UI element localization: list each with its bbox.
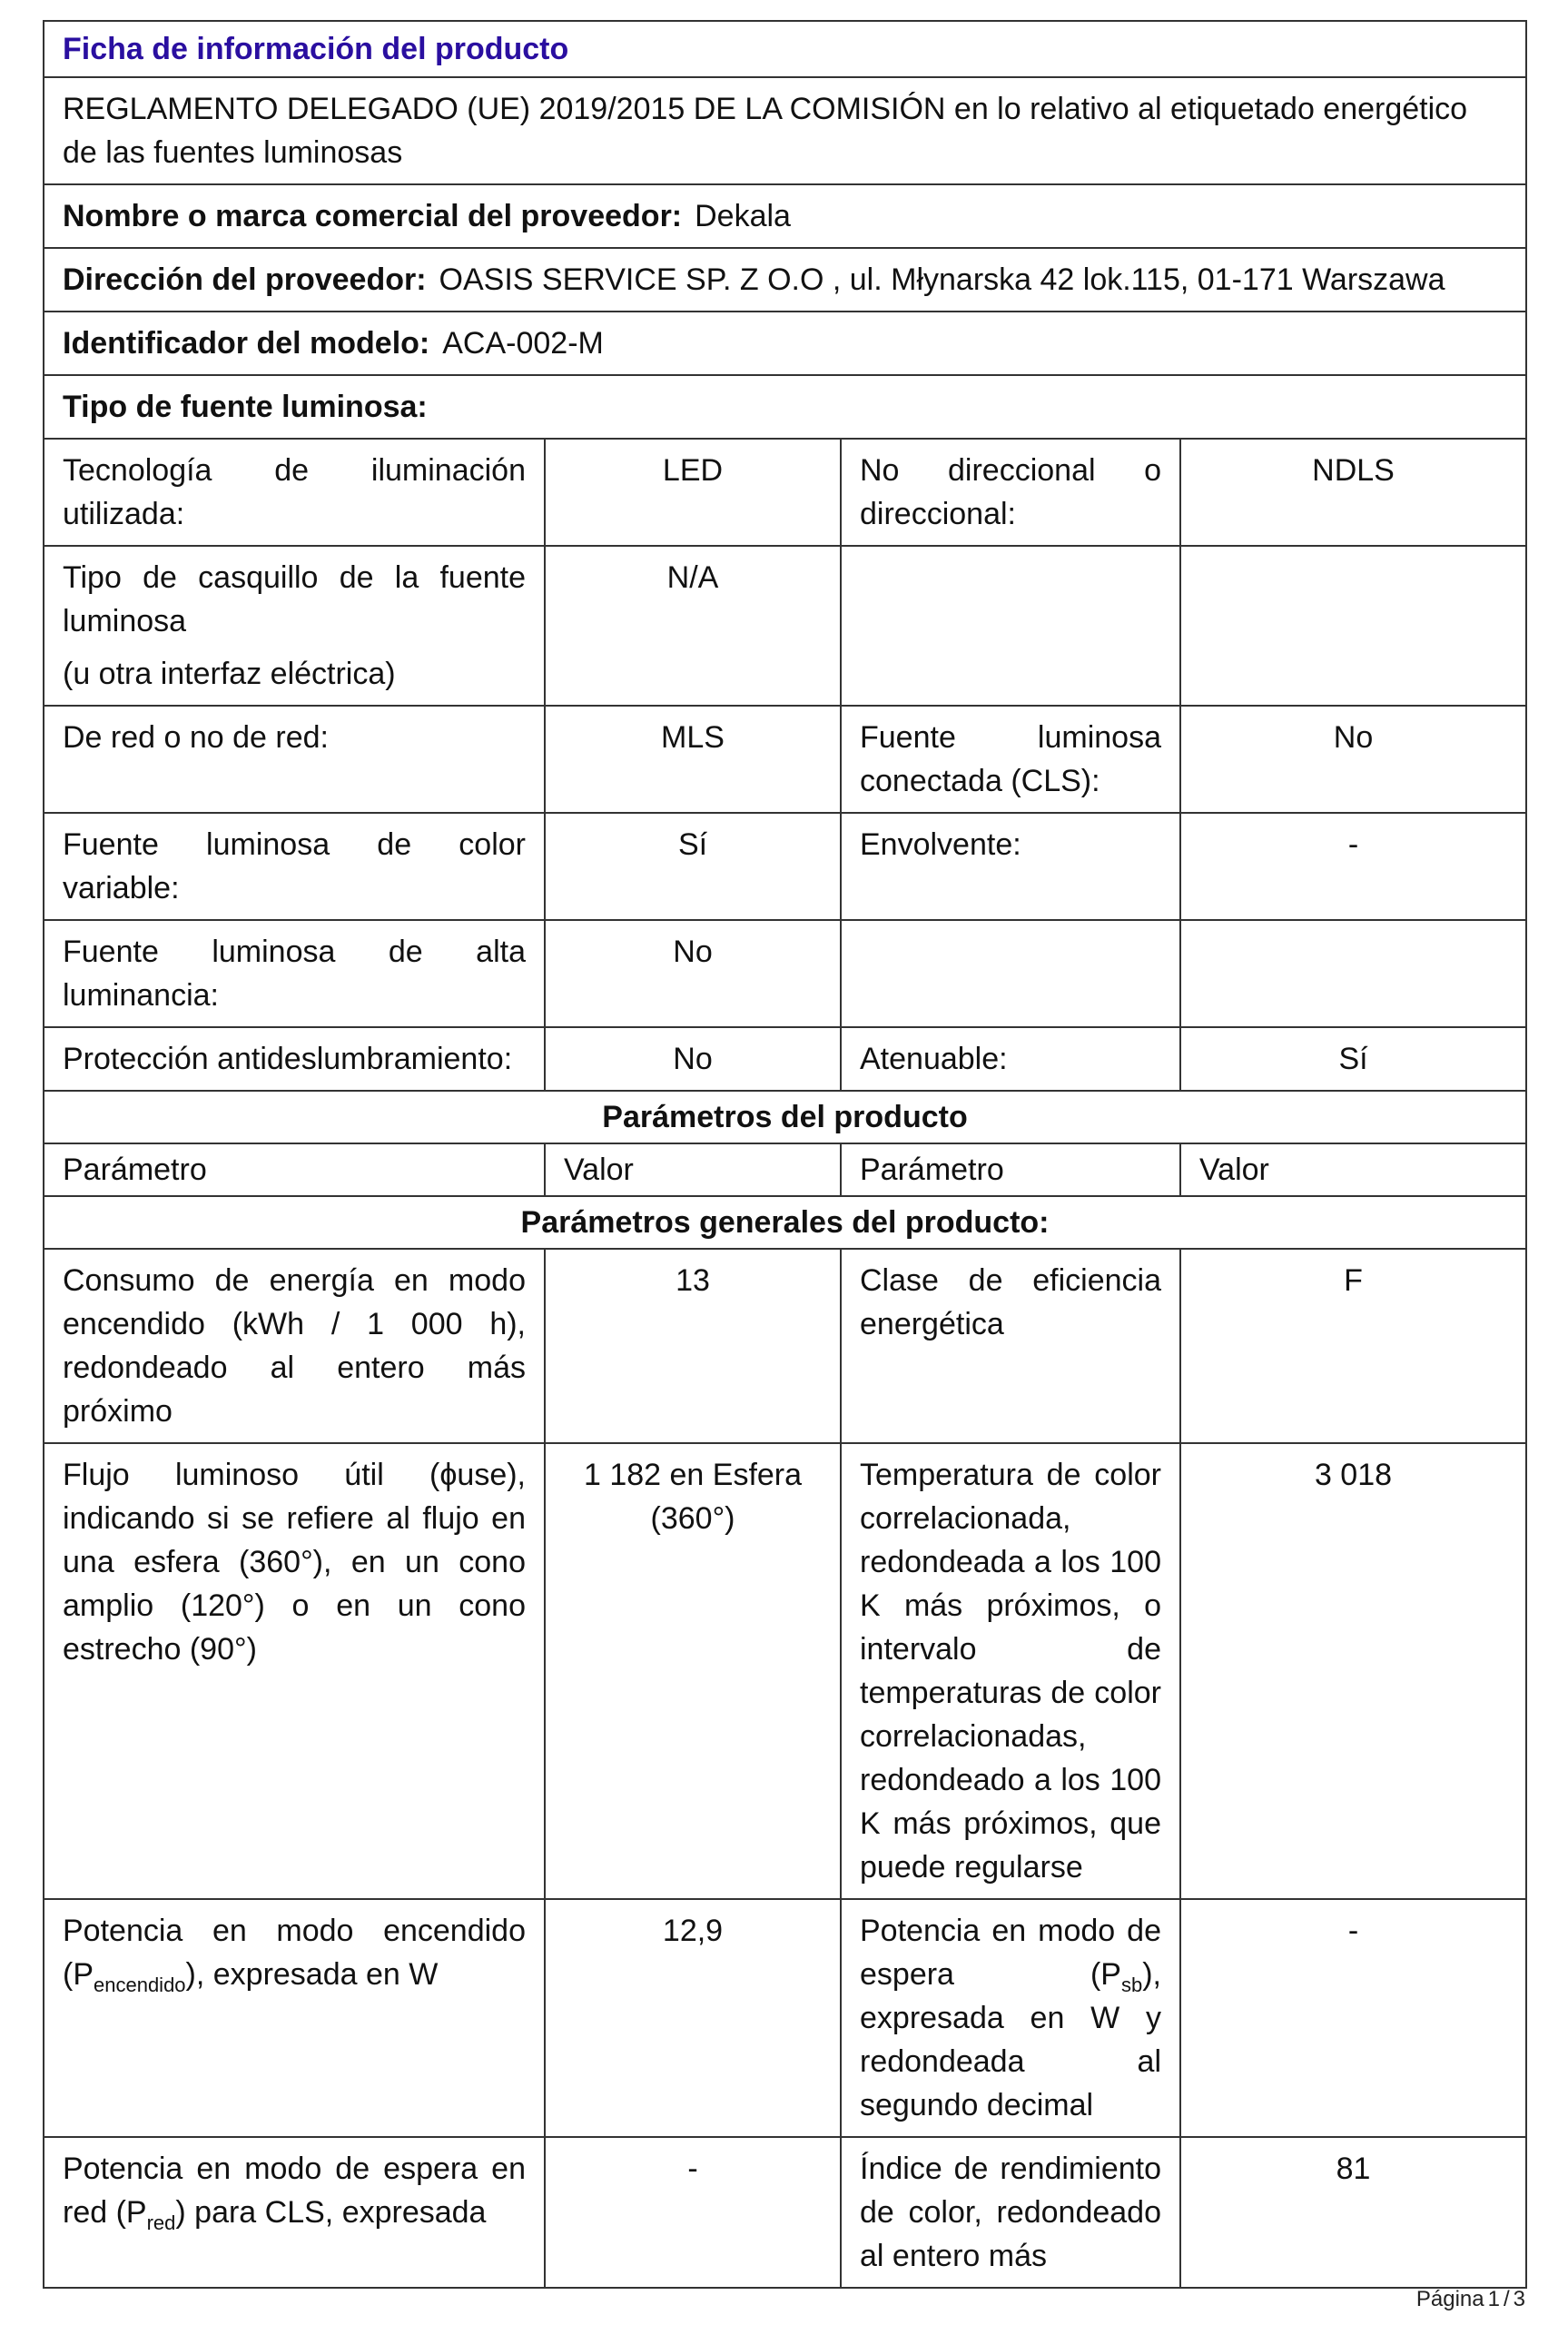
column-header-param: Parámetro — [841, 1143, 1180, 1196]
table-row — [44, 1899, 1526, 2137]
supplier-name-row — [44, 184, 1526, 248]
table-row — [44, 2137, 1526, 2288]
supplier-address-row — [44, 248, 1526, 312]
param-label: Protección antideslumbramiento: — [44, 1027, 545, 1091]
column-header-value: Valor — [1180, 1143, 1526, 1196]
param-label: Potencia en modo encendido $(P_{encendido})$, expresada en W — [44, 1899, 545, 2137]
supplier-name-value: Dekala — [695, 199, 791, 233]
page-separator: / — [1503, 2287, 1510, 2311]
param-value: No — [1180, 706, 1526, 813]
subtitle-row — [44, 77, 1526, 184]
param-value: No — [545, 920, 841, 1027]
param-value: 81 — [1180, 2137, 1526, 2288]
param-value: N/A — [545, 546, 841, 706]
param-label: Fuente luminosa conectada (CLS): — [841, 706, 1180, 813]
supplier-address-label: Dirección del proveedor: — [63, 262, 427, 297]
param-label: Temperatura de color correlacionada, redondeada a los 100 K más próximos, o intervalo de temperaturas de color correlacionadas, redondeado a los 100 K más próximos, que puede regularse — [841, 1443, 1180, 1899]
param-label: Potencia en modo de espera $(P_{sb})$, expresada en W y redondeada al segundo decimal — [841, 1899, 1180, 2137]
general-params-heading-row — [44, 1196, 1526, 1249]
param-label: Tecnología de iluminación utilizada: — [44, 439, 545, 546]
empty-cell — [841, 546, 1180, 706]
page-title: Ficha de información del producto — [44, 21, 1526, 77]
page-label: Página — [1415, 2287, 1484, 2311]
empty-cell — [1180, 920, 1526, 1027]
param-label: No direccional o direccional: — [841, 439, 1180, 546]
param-value: 12,9 — [545, 1899, 841, 2137]
table-row — [44, 920, 1526, 1027]
param-value: Sí — [545, 813, 841, 920]
param-value: - — [1180, 813, 1526, 920]
param-label: Potencia en modo de espera en red $(P_{red})$ para CLS, expresada — [44, 2137, 545, 2288]
product-params-heading-row — [44, 1091, 1526, 1143]
param-value: MLS — [545, 706, 841, 813]
param-label: Consumo de energía en modo encendido (kWh / 1 000 h), redondeado al entero más próximo — [44, 1249, 545, 1443]
page-number — [1413, 2287, 1525, 2312]
param-value: F — [1180, 1249, 1526, 1443]
supplier-name-label: Nombre o marca comercial del proveedor: — [63, 199, 683, 233]
param-value: 13 — [545, 1249, 841, 1443]
table-row — [44, 813, 1526, 920]
param-label: Envolvente: — [841, 813, 1180, 920]
source-type-heading: Tipo de fuente luminosa: — [44, 375, 1526, 439]
column-header-row — [44, 1143, 1526, 1196]
param-value: No — [545, 1027, 841, 1091]
empty-cell — [1180, 546, 1526, 706]
table-row — [44, 1027, 1526, 1091]
param-value: NDLS — [1180, 439, 1526, 546]
general-params-heading: Parámetros generales del producto: — [44, 1196, 1526, 1249]
column-header-param: Parámetro — [44, 1143, 545, 1196]
param-label: Flujo luminoso útil (ϕuse), indicando si se refiere al flujo en una esfera (360°), en un cono amplio (120°) o en un cono estrecho (90°) — [44, 1443, 545, 1899]
param-label: Fuente luminosa de color variable: — [44, 813, 545, 920]
page-current: 1 — [1487, 2287, 1500, 2311]
title-row — [44, 21, 1526, 77]
column-header-value: Valor — [545, 1143, 841, 1196]
param-value: 3 018 — [1180, 1443, 1526, 1899]
table-row — [44, 1443, 1526, 1899]
table-row — [44, 439, 1526, 546]
table-row — [44, 706, 1526, 813]
model-id-row — [44, 312, 1526, 375]
regulation-subtitle: REGLAMENTO DELEGADO (UE) 2019/2015 DE LA COMISIÓN en lo relativo al etiquetado energético de las fuentes luminosas — [44, 77, 1526, 184]
table-row — [44, 546, 1526, 706]
supplier-address-value: OASIS SERVICE SP. Z O.O , ul. Młynarska 42 lok.115, 01-171 Warszawa — [439, 262, 1445, 297]
param-value: Sí — [1180, 1027, 1526, 1091]
empty-cell — [841, 920, 1180, 1027]
param-value: LED — [545, 439, 841, 546]
product-sheet-table — [43, 20, 1527, 2289]
param-label: Atenuable: — [841, 1027, 1180, 1091]
page-total: 3 — [1513, 2287, 1525, 2311]
model-id-value: ACA-002-M — [442, 326, 604, 361]
source-type-heading-row — [44, 375, 1526, 439]
param-label: De red o no de red: — [44, 706, 545, 813]
param-label: Tipo de casquillo de la fuente luminosa (u otra interfaz eléctrica) — [44, 546, 545, 706]
param-label: Índice de rendimiento de color, redondeado al entero más — [841, 2137, 1180, 2288]
param-value: - — [545, 2137, 841, 2288]
product-params-heading: Parámetros del producto — [44, 1091, 1526, 1143]
product-information-sheet — [43, 20, 1525, 2289]
model-id-label: Identificador del modelo: — [63, 326, 430, 361]
param-label: Fuente luminosa de alta luminancia: — [44, 920, 545, 1027]
param-value: 1 182 en Esfera (360°) — [545, 1443, 841, 1899]
table-row — [44, 1249, 1526, 1443]
param-label: Clase de eficiencia energética — [841, 1249, 1180, 1443]
param-value: - — [1180, 1899, 1526, 2137]
